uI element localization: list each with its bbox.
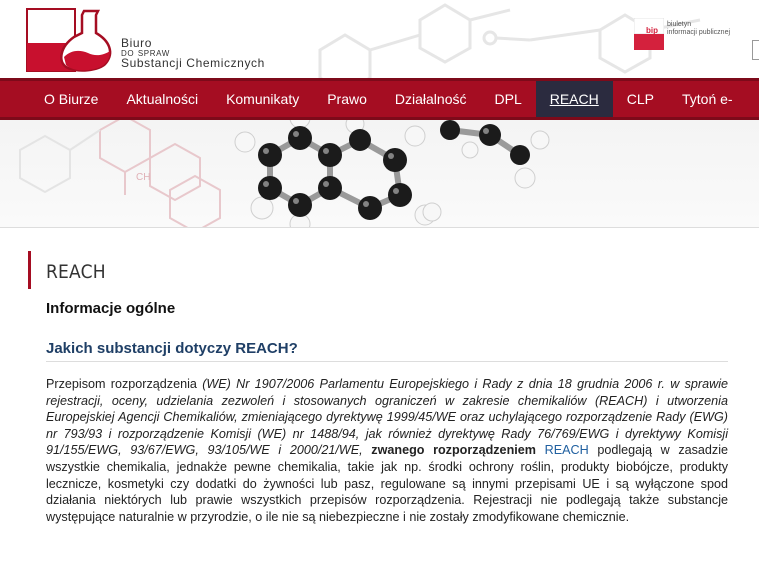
- para-text-2: podlegają w zasadzie wszystkie chemikalia, jednakże pewne chemikalia, takie jak np. środki ochrony roślin, produkty biobójcze, produkty lecznicze, kosmetyki czy dodatki do żywności lub pasz, regulowane są innymi przepisami UE i są wyłączone spod działania niektórych lub prawie wszystkich przepisów rozporządzenia. Rejestracji nie podlegają także substancje występujące naturalnie w przyrodzie, o ile nie są niebezpieczne i nie zostały zmodyfikowane chemicznie.: [46, 443, 729, 524]
- section-subheading: Informacje ogólne: [46, 300, 176, 317]
- molecule-banner: [0, 120, 759, 228]
- regulation-title: (WE) Nr 1907/2006 Parlamentu Europejskiego i Rady z dnia 18 grudnia 2006 r. w sprawie rejestracji, oceny, udzielania zezwoleń i stosowanych ograniczeń w zakresie chemikaliów (REACH) i utworzenia Europejskiej Agencji Chemikaliów, zmieniającego dyrektywę 1999/45/WE oraz uchylającego rozporządzenie Rady (EWG) nr 793/93 i rozporządzenie Komisji (WE) nr 1488/94, jak również dyrektywę Rady 76/769/EWG i dyrektywy Komisji 91/155/EWG, 93/67/EWG, 93/105/WE i 2000/21/WE,: [46, 377, 728, 458]
- question-heading: Jakich substancji dotyczy REACH?: [46, 340, 298, 357]
- heading-divider: [46, 361, 728, 362]
- nav-item-dpl[interactable]: DPL: [494, 91, 522, 107]
- logo-wordmark: [121, 38, 265, 68]
- page-title: REACH: [46, 261, 106, 283]
- site-header: [0, 0, 759, 78]
- body-paragraph: [46, 376, 728, 525]
- nav-item-aktualnosci[interactable]: Aktualności: [126, 91, 199, 107]
- main-nav: [0, 78, 759, 120]
- section-accent-bar: [28, 251, 31, 289]
- logo-line-1: Biuro: [121, 36, 153, 50]
- nav-item-prawo[interactable]: Prawo: [327, 91, 367, 107]
- ch-label: CH: [136, 172, 151, 183]
- flask-logo: [26, 7, 116, 73]
- logo-line-2: do spraw: [121, 47, 170, 59]
- main-content: [0, 228, 759, 576]
- nav-item-reach[interactable]: REACH: [536, 81, 613, 117]
- bip-label-line2: informacji publicznej: [667, 29, 731, 36]
- bip-mark: bip: [646, 26, 658, 35]
- nav-item-komunikaty[interactable]: Komunikaty: [226, 91, 300, 107]
- logo-line-3: Substancji Chemicznych: [121, 56, 265, 70]
- bip-label-line1: biuletyn: [667, 21, 692, 28]
- para-bold-text: zwanego rozporządzeniem: [371, 443, 536, 458]
- molecule-banner-image: [0, 120, 759, 228]
- para-text-1: Przepisom rozporządzenia: [46, 377, 203, 391]
- header-edge-widget[interactable]: [752, 40, 759, 60]
- nav-item-tyton[interactable]: Tytoń e-: [681, 91, 733, 107]
- main-nav-items: [30, 81, 747, 117]
- molecule-background-graphic: [300, 0, 759, 78]
- reach-link[interactable]: REACH: [544, 443, 589, 458]
- nav-item-dzialalnosc[interactable]: Działalność: [394, 91, 467, 107]
- nav-item-clp[interactable]: CLP: [626, 91, 654, 107]
- nav-item-o-biurze[interactable]: O Biurze: [44, 91, 99, 107]
